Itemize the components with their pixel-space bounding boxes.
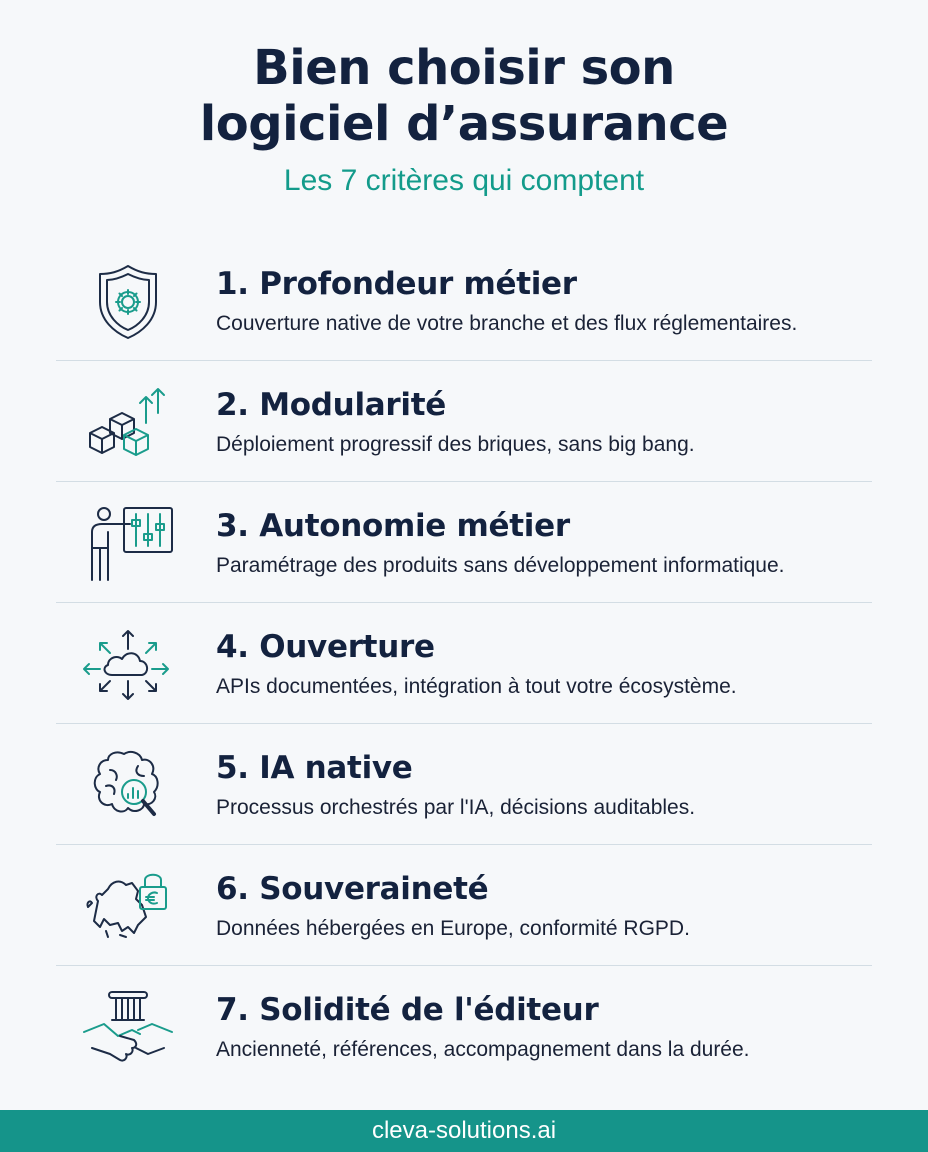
shield-gear-icon xyxy=(80,262,176,342)
criterion-description: Paramétrage des produits sans développement informatique. xyxy=(216,554,785,577)
person-sliders-icon xyxy=(80,504,176,584)
europe-lock-icon xyxy=(80,867,176,947)
title-line-2: logiciel d’assurance xyxy=(199,96,729,152)
footer-banner xyxy=(0,1110,928,1152)
criterion-item xyxy=(56,603,872,724)
cloud-arrows-icon xyxy=(80,625,176,705)
header xyxy=(0,40,928,198)
subtitle: Les 7 critères qui comptent xyxy=(283,164,645,197)
criterion-item xyxy=(56,240,872,361)
title-line-1: Bien choisir son xyxy=(253,40,675,96)
criterion-description: Déploiement progressif des briques, sans big bang. xyxy=(216,433,695,456)
criterion-title: 6. Souveraineté xyxy=(216,871,489,907)
cubes-arrows-icon xyxy=(80,383,176,463)
criterion-title: 2. Modularité xyxy=(216,387,446,423)
criterion-item xyxy=(56,724,872,845)
pillar-handshake-icon xyxy=(80,988,176,1068)
criterion-item xyxy=(56,361,872,482)
criteria-list xyxy=(56,240,872,1086)
criterion-item xyxy=(56,966,872,1086)
criterion-description: Ancienneté, références, accompagnement dans la durée. xyxy=(216,1038,750,1061)
criterion-description: Données hébergées en Europe, conformité RGPD. xyxy=(216,917,690,940)
footer-url[interactable]: cleva-solutions.ai xyxy=(371,1117,557,1144)
criterion-title: 1. Profondeur métier xyxy=(216,266,577,302)
brain-magnifier-icon xyxy=(80,746,176,826)
criterion-description: APIs documentées, intégration à tout votre écosystème. xyxy=(216,675,737,698)
criterion-description: Processus orchestrés par l'IA, décisions auditables. xyxy=(216,796,696,819)
criterion-title: 4. Ouverture xyxy=(216,629,435,665)
criterion-item xyxy=(56,845,872,966)
page-title xyxy=(0,40,928,152)
criterion-title: 7. Solidité de l'éditeur xyxy=(216,992,599,1028)
criterion-title: 5. IA native xyxy=(216,750,413,786)
criterion-title: 3. Autonomie métier xyxy=(216,508,570,544)
criterion-item xyxy=(56,482,872,603)
criterion-description: Couverture native de votre branche et des flux réglementaires. xyxy=(216,312,798,335)
